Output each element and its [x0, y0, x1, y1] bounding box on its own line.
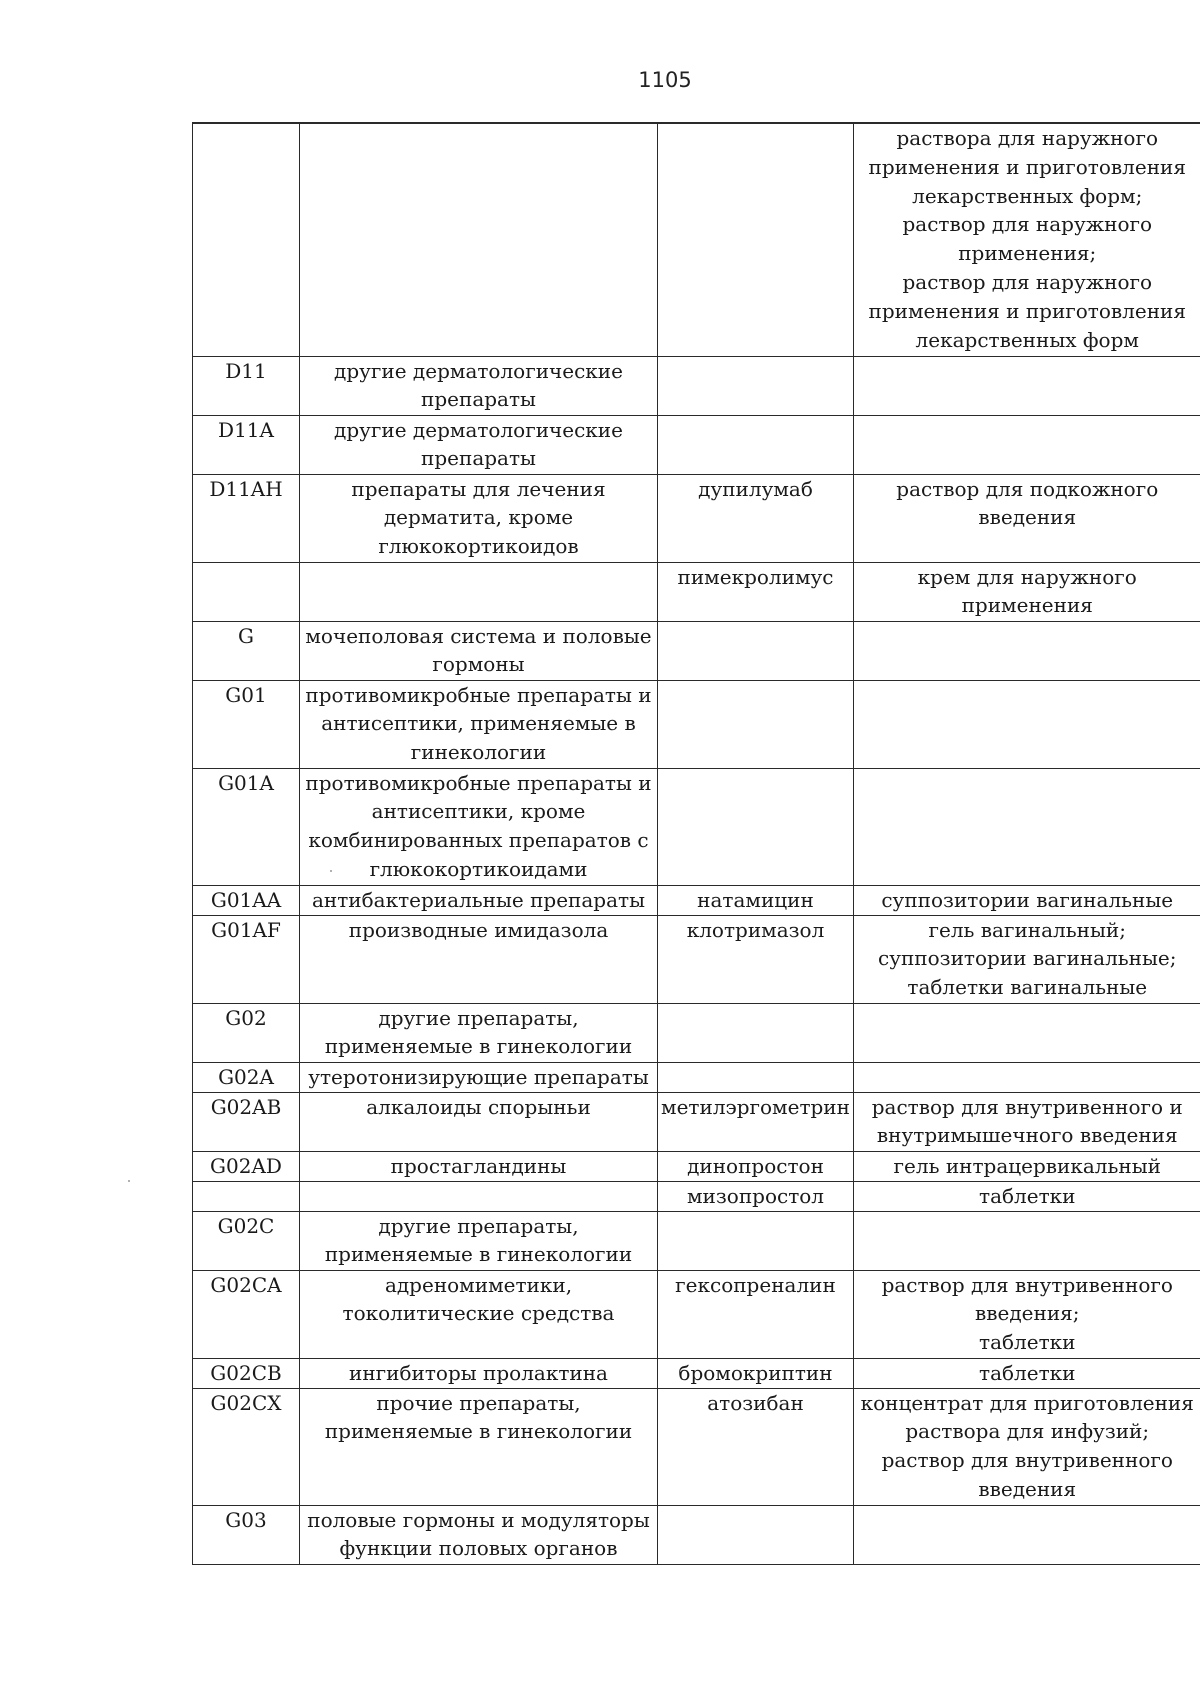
drug-name-cell: бромокриптин — [658, 1358, 854, 1388]
group-name-cell: другие препараты, применяемые в гинекологии — [300, 1211, 658, 1270]
dosage-forms-cell — [854, 621, 1200, 680]
dosage-form-line: раствор для внутривенного введения — [881, 1448, 1173, 1501]
table-row — [193, 1270, 1200, 1358]
table-row — [193, 1358, 1200, 1388]
scan-speck — [330, 870, 332, 872]
table-row — [193, 1092, 1200, 1151]
dosage-form-line: раствор для внутривенного и внутримышечного введения — [871, 1094, 1183, 1148]
group-name-cell: антибактериальные препараты — [300, 885, 658, 915]
table-row — [193, 1211, 1200, 1270]
dosage-forms-cell — [854, 1092, 1200, 1151]
dosage-form-line: суппозитории вагинальные; — [878, 946, 1177, 971]
atc-code-cell: G02CA — [193, 1270, 300, 1358]
group-name-cell: другие дерматологические препараты — [300, 415, 658, 474]
group-name-cell: алкалоиды спорыньи — [300, 1092, 658, 1151]
group-name-cell: адреномиметики, токолитические средства — [300, 1270, 658, 1358]
table-row — [193, 915, 1200, 1003]
table-row — [193, 680, 1200, 768]
dosage-form-line: суппозитории вагинальные — [881, 887, 1174, 912]
page-number: 1105 — [638, 68, 692, 92]
dosage-form-line: раствор для подкожного введения — [896, 476, 1159, 530]
atc-code-cell: G02 — [193, 1003, 300, 1062]
dosage-forms-cell — [854, 356, 1200, 415]
drug-name-cell: метилэргометрин — [658, 1092, 854, 1151]
atc-code-cell: G — [193, 621, 300, 680]
group-name-cell: прочие препараты, применяемые в гинекологии — [300, 1388, 658, 1505]
table-row — [193, 1062, 1200, 1092]
group-name-cell — [300, 1181, 658, 1211]
atc-code-cell — [193, 123, 300, 356]
dosage-forms-cell — [854, 562, 1200, 621]
dosage-forms-cell — [854, 885, 1200, 915]
table-row — [193, 1388, 1200, 1505]
group-name-cell: ингибиторы пролактина — [300, 1358, 658, 1388]
table-body — [193, 123, 1200, 1564]
drug-name-cell: атозибан — [658, 1388, 854, 1505]
table-row — [193, 885, 1200, 915]
table-row — [193, 1181, 1200, 1211]
dosage-form-line: таблетки — [979, 1183, 1076, 1208]
dosage-form-line: концентрат для приготовления раствора для инфузий; — [860, 1390, 1194, 1444]
dosage-forms-cell — [854, 1388, 1200, 1505]
dosage-forms-cell — [854, 1151, 1200, 1181]
table-row — [193, 562, 1200, 621]
group-name-cell: препараты для лечения дерматита, кроме глюкокортикоидов — [300, 474, 658, 562]
atc-code-cell: G02CX — [193, 1388, 300, 1505]
drug-name-cell: пимекролимус — [658, 562, 854, 621]
dosage-form-line: раствор для внутривенного введения; — [881, 1272, 1173, 1326]
dosage-forms-cell — [854, 1270, 1200, 1358]
atc-code-cell: D11AH — [193, 474, 300, 562]
dosage-forms-cell — [854, 915, 1200, 1003]
dosage-form-line: крем для наружного применения — [917, 564, 1137, 618]
group-name-cell: мочеполовая система и половые гормоны — [300, 621, 658, 680]
atc-code-cell — [193, 562, 300, 621]
drug-name-cell — [658, 415, 854, 474]
drug-name-cell — [658, 1211, 854, 1270]
drug-name-cell: клотримазол — [658, 915, 854, 1003]
atc-code-cell: G01 — [193, 680, 300, 768]
dosage-form-line: раствор для наружного применения и приготовления лекарственных форм — [868, 269, 1186, 352]
drug-name-cell — [658, 621, 854, 680]
dosage-form-line: гель интрацервикальный — [893, 1153, 1161, 1178]
drug-classification-table — [192, 122, 1200, 1565]
atc-code-cell: G01A — [193, 768, 300, 885]
table-row — [193, 356, 1200, 415]
atc-code-cell: G03 — [193, 1505, 300, 1564]
dosage-forms-cell — [854, 680, 1200, 768]
atc-code-cell: G02A — [193, 1062, 300, 1092]
drug-name-cell: дупилумаб — [658, 474, 854, 562]
table-row — [193, 1151, 1200, 1181]
table-row — [193, 768, 1200, 885]
dosage-form-line: таблетки вагинальные — [907, 975, 1148, 1000]
group-name-cell — [300, 562, 658, 621]
drug-name-cell: мизопростол — [658, 1181, 854, 1211]
group-name-cell: противомикробные препараты и антисептики, кроме комбинированных препаратов с глюкокортикоидами — [300, 768, 658, 885]
drug-name-cell — [658, 680, 854, 768]
dosage-forms-cell — [854, 1505, 1200, 1564]
atc-code-cell — [193, 1181, 300, 1211]
atc-code-cell: G02C — [193, 1211, 300, 1270]
dosage-forms-cell — [854, 768, 1200, 885]
drug-name-cell: натамицин — [658, 885, 854, 915]
atc-code-cell: D11A — [193, 415, 300, 474]
drug-name-cell — [658, 1505, 854, 1564]
group-name-cell: другие дерматологические препараты — [300, 356, 658, 415]
dosage-form-line: гель вагинальный; — [928, 917, 1126, 942]
group-name-cell: простагландины — [300, 1151, 658, 1181]
dosage-forms-cell — [854, 415, 1200, 474]
group-name-cell: противомикробные препараты и антисептики, применяемые в гинекологии — [300, 680, 658, 768]
table-row — [193, 621, 1200, 680]
table-row — [193, 415, 1200, 474]
atc-code-cell: G02AD — [193, 1151, 300, 1181]
dosage-forms-cell — [854, 1003, 1200, 1062]
dosage-forms-cell — [854, 1062, 1200, 1092]
dosage-forms-cell — [854, 1211, 1200, 1270]
table-row — [193, 1003, 1200, 1062]
dosage-form-line: таблетки — [979, 1330, 1076, 1355]
dosage-forms-cell — [854, 1181, 1200, 1211]
scan-speck — [128, 1180, 130, 1182]
drug-name-cell: динопростон — [658, 1151, 854, 1181]
group-name-cell: утеротонизирующие препараты — [300, 1062, 658, 1092]
atc-code-cell: G02CB — [193, 1358, 300, 1388]
dosage-forms-cell — [854, 474, 1200, 562]
atc-code-cell: G01AF — [193, 915, 300, 1003]
atc-code-cell: D11 — [193, 356, 300, 415]
drug-name-cell — [658, 356, 854, 415]
dosage-form-line: таблетки — [979, 1360, 1076, 1385]
drug-name-cell — [658, 768, 854, 885]
group-name-cell: половые гормоны и модуляторы функции половых органов — [300, 1505, 658, 1564]
table-row — [193, 123, 1200, 356]
drug-name-cell: гексопреналин — [658, 1270, 854, 1358]
dosage-forms-cell — [854, 123, 1200, 356]
table-row — [193, 1505, 1200, 1564]
drug-name-cell — [658, 1062, 854, 1092]
drug-name-cell — [658, 1003, 854, 1062]
dosage-form-line: раствор для наружного применения; — [902, 212, 1153, 266]
group-name-cell — [300, 123, 658, 356]
table-row — [193, 474, 1200, 562]
group-name-cell: производные имидазола — [300, 915, 658, 1003]
dosage-form-line: раствора для наружного применения и приготовления лекарственных форм; — [868, 126, 1186, 208]
dosage-forms-cell — [854, 1358, 1200, 1388]
drug-name-cell — [658, 123, 854, 356]
atc-code-cell: G02AB — [193, 1092, 300, 1151]
group-name-cell: другие препараты, применяемые в гинекологии — [300, 1003, 658, 1062]
atc-code-cell: G01AA — [193, 885, 300, 915]
